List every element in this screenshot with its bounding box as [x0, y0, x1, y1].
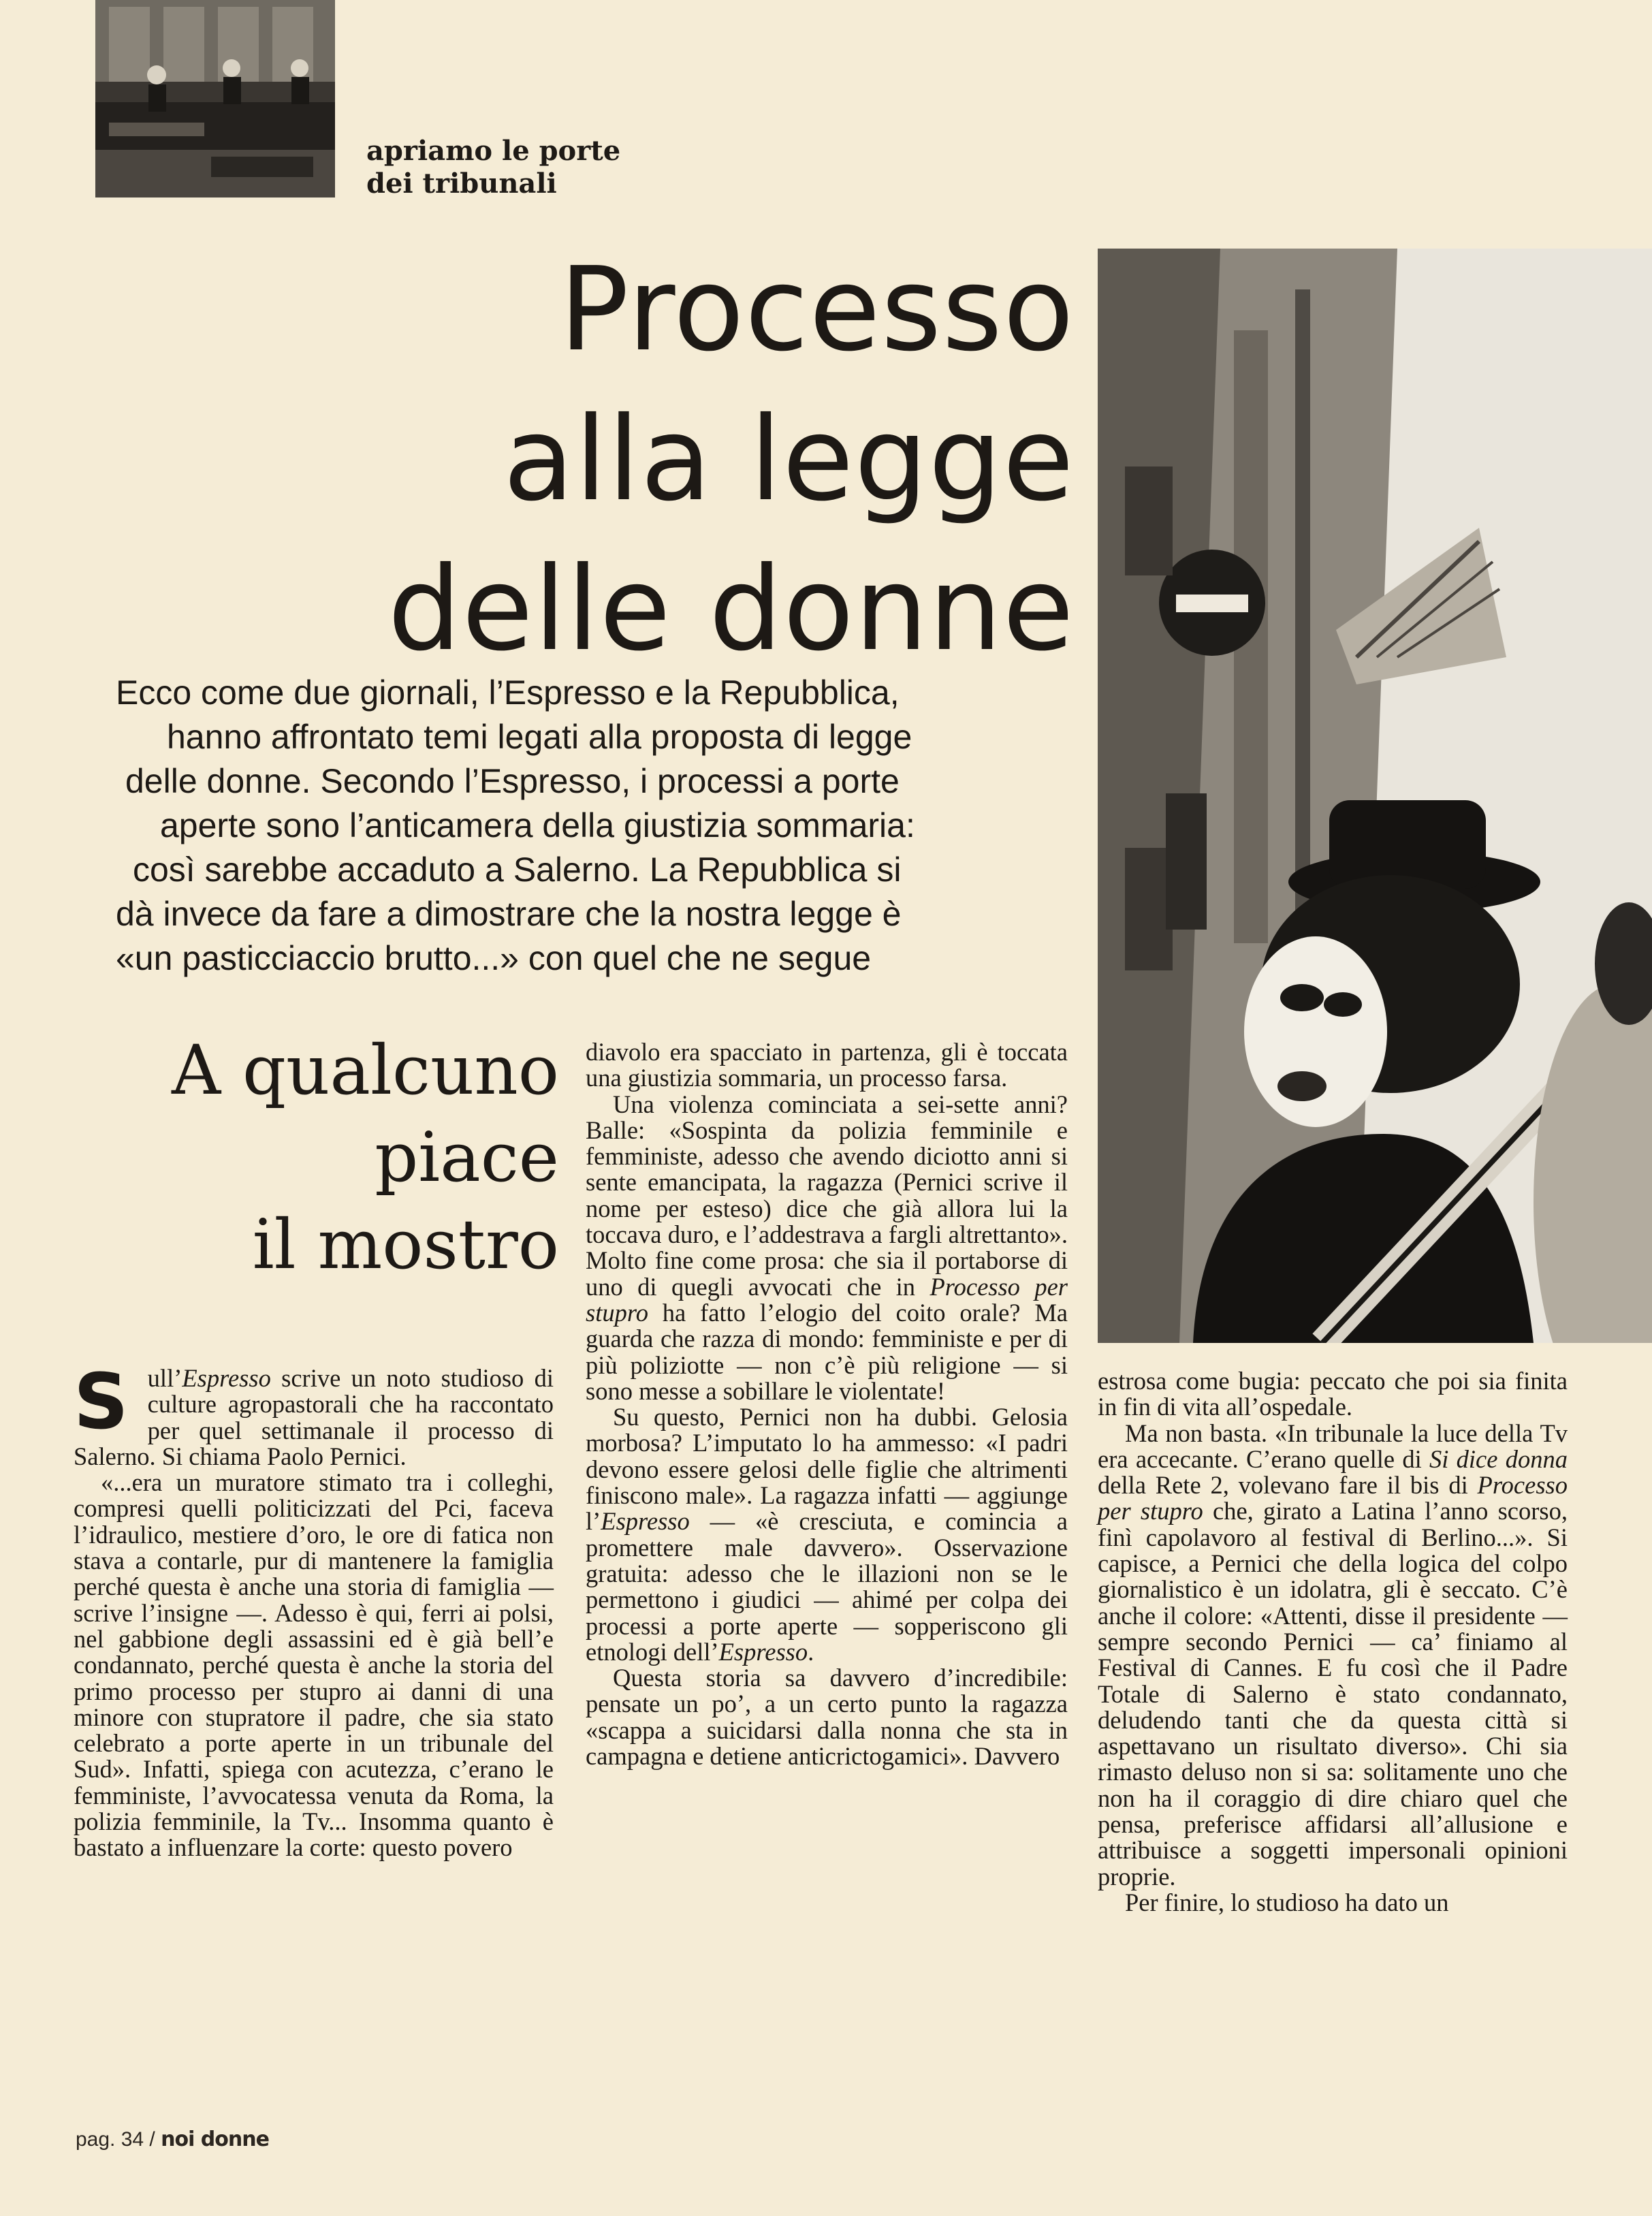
text-run: Una violenza cominciata a sei-sette anni? Balle: «Sospinta da polizia femminile e femministe, adesso che avendo diciotto anni si sente emancipata, la ragazza (Pernici scrive il nome per esteso) dice che già allora lui la toccava duro, e l’addestrava a fargli altrettanto». Molto fine come prosa: che sia il portaborse di uno di quegli avvocati che in [586, 1090, 1068, 1301]
text-run: della Rete 2, volevano fare il bis di [1098, 1471, 1478, 1500]
paragraph: diavolo era spacciato in partenza, gli è toccata una giustizia sommaria, un processo farsa. [586, 1038, 1068, 1092]
paragraph [74, 1358, 554, 1470]
headline [387, 235, 1075, 684]
lead-line: Ecco come due giornali, l’Espresso e la Repubblica, [116, 674, 900, 712]
headline-line-1: Processo [559, 242, 1075, 377]
lead-line: dà invece da fare a dimostrare che la nostra legge è [116, 895, 902, 933]
headline-line-3: delle donne [387, 542, 1075, 677]
street-protest-photo [1098, 249, 1652, 1343]
italic-text: Si dice donna [1429, 1444, 1568, 1473]
street-protest-photo-image [1098, 249, 1652, 1343]
lead-line: delle donne. Secondo l’Espresso, i processi a porte [125, 762, 900, 800]
italic-text: Espresso [718, 1637, 808, 1666]
text-run: Su questo, Pernici non ha dubbi. Gelosia morbosa? L’imputato lo ha ammesso: «I padri devono essere gelosi delle figlie che altrimenti finiscono male». La ragazza infatti — aggiunge l’ [586, 1403, 1068, 1536]
paragraph: «...era un muratore stimato tra i colleghi, compresi quelli politicizzati del Pci, faceva l’idraulico, mestiere d’oro, le ore di fatica non stava a contarle, pur di mantenere la famiglia perché questa è anche una storia di famiglia — scrive l’insigne —. Adesso è qui, ferri ai polsi, nel gabbione degli assassini ed è già bell’e condannato, perché questa è anche la storia del primo processo per stupro ai danni di una minore con stupratore il padre, che sia stato celebrato a porte aperte in un tribunale del Sud». Infatti, spiega con acutezza, c’erano le femministe, l’avvocatessa venuta da Roma, la polizia femminile, la Tv... Insomma quanto è bastato a influenzare la corte: questo povero [74, 1468, 554, 1862]
article-headline-line-3: il mostro [252, 1205, 559, 1284]
lead-line: «un pasticciaccio brutto...» con quel che ne segue [116, 939, 872, 977]
article-column-3 [1098, 1368, 1568, 1916]
paragraph [586, 1092, 1068, 1405]
italic-text: Espresso [601, 1507, 690, 1536]
article-headline-line-1: A qualcuno [171, 1030, 559, 1110]
text-run: che, girato a Latina l’anno scorso, finì capolavoro al festival di Berlino...». Si capisce, a Pernici che della logica del colpo giornalistico è un idolatra, gli è seccato. C’è anche il colore: «Attenti, disse il presidente — sempre secondo Pernici — ca’ finiamo al Festival di Cannes. E fu così che il Padre Totale di Salerno è stato condannato, deludendo tanti che da questa città si aspettavano un risultato diverso». Chi sia rimasto deluso non si sa: solitamente uno che non ha il coraggio di dire chiaro quel che pensa, preferisce affidarsi all’allusione e attribuisce a soggetti impersonali opinioni proprie. [1098, 1497, 1568, 1890]
italic-text: Espresso [182, 1364, 271, 1392]
text-run: Ma non basta. «In tribunale la luce della Tv era accecante. C’erano quelle di [1098, 1419, 1568, 1473]
lead-line: aperte sono l’anticamera della giustizia sommaria: [160, 806, 915, 844]
page-number: pag. 34 / [76, 2128, 155, 2151]
section-tag [366, 135, 659, 200]
article-headline-line-2: piace [375, 1118, 559, 1197]
paragraph: estrosa come bugia: peccato che poi sia finita in fin di vita all’ospedale. [1098, 1367, 1568, 1421]
drop-cap: S [74, 1358, 129, 1446]
section-tag-line-1: apriamo le porte [366, 135, 621, 167]
italic-text: Processo per stupro [1098, 1471, 1568, 1525]
text-run: scrive un noto studioso di culture agropastorali che ha raccontato per quel settimanale il processo di Salerno. Si chiama Paolo Pernici. [74, 1364, 554, 1470]
magazine-brand: noi donne [161, 2127, 269, 2151]
lead-line: così sarebbe accaduto a Salerno. La Repubblica si [133, 851, 902, 889]
paragraph [1098, 1421, 1568, 1890]
paragraph: Questa storia sa davvero d’incredibile: pensate un po’, a un certo punto la ragazza «scappa a suicidarsi dalla nonna che sta in campagna e detiene anticrictogamici». Davvero [586, 1664, 1068, 1771]
article-column-2 [586, 1039, 1068, 1769]
article-column-1 [74, 1358, 554, 1862]
paragraph: Per finire, lo studioso ha dato un [1125, 1888, 1449, 1916]
text-run: — «è cresciuta, e comincia a promettere male davvero». Osservazione gratuita: adesso che le illazioni non se le permettono i giudici — ahimé per colpa dei processi a porte aperte — sopperiscono gli etnologi dell’ [586, 1507, 1068, 1666]
lead-line: hanno affrontato temi legati alla proposta di legge [167, 718, 912, 756]
article-headline [172, 1027, 559, 1288]
paragraph [586, 1404, 1068, 1665]
italic-text: Processo per stupro [586, 1272, 1068, 1327]
text-run: ull’ [147, 1364, 182, 1392]
text-run: . [808, 1637, 814, 1666]
lead-paragraph [116, 671, 1076, 981]
courtroom-photo [95, 0, 335, 197]
text-run: ha fatto l’elogio del coito orale? Ma guarda che razza di mondo: femministe e per di più poliziotte — non c’è più religione — si sono messe a sobillare le violentate! [586, 1298, 1068, 1405]
courtroom-photo-image [95, 0, 335, 197]
page-footer [76, 2127, 269, 2151]
headline-line-2: alla legge [503, 392, 1075, 527]
section-tag-line-2: dei tribunali [366, 168, 557, 200]
